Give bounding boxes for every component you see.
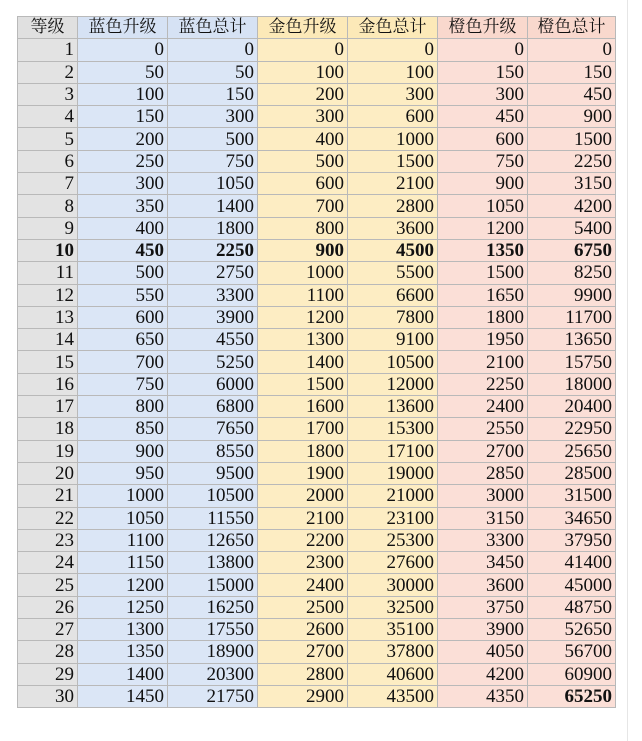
cell-blue-upgrade[interactable]: 300 [78, 173, 168, 195]
cell-orange-total[interactable]: 0 [528, 39, 616, 61]
cell-blue-total[interactable]: 15000 [168, 574, 258, 596]
cell-level[interactable]: 15 [18, 351, 78, 373]
cell-blue-upgrade[interactable]: 1400 [78, 663, 168, 685]
cell-gold-upgrade[interactable]: 500 [258, 150, 348, 172]
cell-orange-upgrade[interactable]: 750 [438, 150, 528, 172]
cell-gold-total[interactable]: 40600 [348, 663, 438, 685]
cell-level[interactable]: 1 [18, 39, 78, 61]
cell-orange-upgrade[interactable]: 2100 [438, 351, 528, 373]
cell-orange-upgrade[interactable]: 4350 [438, 685, 528, 707]
cell-level[interactable]: 12 [18, 284, 78, 306]
cell-orange-upgrade[interactable]: 3000 [438, 485, 528, 507]
cell-orange-upgrade[interactable]: 2550 [438, 418, 528, 440]
cell-blue-total[interactable]: 21750 [168, 685, 258, 707]
cell-orange-total[interactable]: 900 [528, 106, 616, 128]
cell-orange-total[interactable]: 15750 [528, 351, 616, 373]
cell-blue-total[interactable]: 1800 [168, 217, 258, 239]
cell-gold-total[interactable]: 23100 [348, 507, 438, 529]
cell-gold-total[interactable]: 43500 [348, 685, 438, 707]
cell-level[interactable]: 18 [18, 418, 78, 440]
cell-blue-upgrade[interactable]: 50 [78, 61, 168, 83]
cell-gold-upgrade[interactable]: 2300 [258, 552, 348, 574]
cell-gold-total[interactable]: 19000 [348, 462, 438, 484]
cell-gold-total[interactable]: 1000 [348, 128, 438, 150]
cell-level[interactable]: 3 [18, 83, 78, 105]
cell-orange-total[interactable]: 31500 [528, 485, 616, 507]
cell-level[interactable]: 27 [18, 619, 78, 641]
cell-blue-upgrade[interactable]: 1000 [78, 485, 168, 507]
header-orange-upgrade[interactable]: 橙色升级 [438, 17, 528, 39]
cell-orange-upgrade[interactable]: 450 [438, 106, 528, 128]
table-row [18, 284, 616, 306]
cell-gold-upgrade[interactable]: 900 [258, 239, 348, 261]
cell-blue-total[interactable]: 8550 [168, 440, 258, 462]
cell-gold-upgrade[interactable]: 2500 [258, 596, 348, 618]
cell-gold-upgrade[interactable]: 2800 [258, 663, 348, 685]
cell-orange-upgrade[interactable]: 600 [438, 128, 528, 150]
cell-gold-upgrade[interactable]: 1200 [258, 306, 348, 328]
cell-blue-total[interactable]: 4550 [168, 329, 258, 351]
table-row [18, 83, 616, 105]
cell-gold-total[interactable]: 3600 [348, 217, 438, 239]
cell-level[interactable]: 22 [18, 507, 78, 529]
cell-blue-upgrade[interactable]: 400 [78, 217, 168, 239]
cell-blue-total[interactable]: 7650 [168, 418, 258, 440]
table-row [18, 396, 616, 418]
cell-orange-upgrade[interactable]: 300 [438, 83, 528, 105]
cell-blue-total[interactable]: 300 [168, 106, 258, 128]
cell-gold-upgrade[interactable]: 300 [258, 106, 348, 128]
table-row [18, 306, 616, 328]
cell-blue-total[interactable]: 18900 [168, 641, 258, 663]
cell-gold-upgrade[interactable]: 1800 [258, 440, 348, 462]
cell-gold-upgrade[interactable]: 2900 [258, 685, 348, 707]
cell-level[interactable]: 16 [18, 373, 78, 395]
cell-blue-upgrade[interactable]: 500 [78, 262, 168, 284]
cell-level[interactable]: 29 [18, 663, 78, 685]
cell-orange-total[interactable]: 56700 [528, 641, 616, 663]
cell-blue-upgrade[interactable]: 250 [78, 150, 168, 172]
cell-blue-total[interactable]: 50 [168, 61, 258, 83]
cell-gold-total[interactable]: 32500 [348, 596, 438, 618]
cell-level[interactable]: 7 [18, 173, 78, 195]
cell-orange-upgrade[interactable]: 3150 [438, 507, 528, 529]
cell-gold-total[interactable]: 9100 [348, 329, 438, 351]
cell-orange-upgrade[interactable]: 150 [438, 61, 528, 83]
cell-blue-total[interactable]: 2750 [168, 262, 258, 284]
cell-blue-total[interactable]: 3900 [168, 306, 258, 328]
cell-blue-total[interactable]: 750 [168, 150, 258, 172]
table-row [18, 128, 616, 150]
cell-blue-upgrade[interactable]: 900 [78, 440, 168, 462]
cell-orange-total[interactable]: 41400 [528, 552, 616, 574]
cell-orange-upgrade[interactable]: 3600 [438, 574, 528, 596]
cell-blue-upgrade[interactable]: 800 [78, 396, 168, 418]
cell-blue-total[interactable]: 6800 [168, 396, 258, 418]
cell-orange-total[interactable]: 6750 [528, 239, 616, 261]
cell-orange-total[interactable]: 60900 [528, 663, 616, 685]
cell-level[interactable]: 21 [18, 485, 78, 507]
header-blue-total[interactable]: 蓝色总计 [168, 17, 258, 39]
header-blue-upgrade[interactable]: 蓝色升级 [78, 17, 168, 39]
table-row [18, 485, 616, 507]
cell-orange-upgrade[interactable]: 3300 [438, 529, 528, 551]
cell-gold-upgrade[interactable]: 2200 [258, 529, 348, 551]
cell-orange-total[interactable]: 20400 [528, 396, 616, 418]
cell-gold-total[interactable]: 35100 [348, 619, 438, 641]
table-row [18, 685, 616, 707]
cell-level[interactable]: 25 [18, 574, 78, 596]
cell-gold-upgrade[interactable]: 1900 [258, 462, 348, 484]
cell-blue-upgrade[interactable]: 950 [78, 462, 168, 484]
cell-orange-upgrade[interactable]: 3900 [438, 619, 528, 641]
cell-gold-total[interactable]: 600 [348, 106, 438, 128]
cell-level[interactable]: 14 [18, 329, 78, 351]
cell-gold-total[interactable]: 2800 [348, 195, 438, 217]
cell-gold-total[interactable]: 17100 [348, 440, 438, 462]
cell-orange-total[interactable]: 4200 [528, 195, 616, 217]
header-level[interactable]: 等级 [18, 17, 78, 39]
cell-gold-total[interactable]: 7800 [348, 306, 438, 328]
cell-level[interactable]: 19 [18, 440, 78, 462]
cell-orange-upgrade[interactable]: 1350 [438, 239, 528, 261]
table-row [18, 462, 616, 484]
cell-gold-total[interactable]: 2100 [348, 173, 438, 195]
cell-gold-total[interactable]: 21000 [348, 485, 438, 507]
cell-orange-total[interactable]: 37950 [528, 529, 616, 551]
cell-orange-upgrade[interactable]: 900 [438, 173, 528, 195]
cell-gold-upgrade[interactable]: 2600 [258, 619, 348, 641]
cell-gold-total[interactable]: 4500 [348, 239, 438, 261]
header-gold-total[interactable]: 金色总计 [348, 17, 438, 39]
cell-orange-total[interactable]: 18000 [528, 373, 616, 395]
cell-blue-upgrade[interactable]: 750 [78, 373, 168, 395]
cell-blue-upgrade[interactable]: 1300 [78, 619, 168, 641]
cell-orange-upgrade[interactable]: 2700 [438, 440, 528, 462]
cell-orange-total[interactable]: 34650 [528, 507, 616, 529]
cell-level[interactable]: 13 [18, 306, 78, 328]
cell-level[interactable]: 24 [18, 552, 78, 574]
table-row [18, 329, 616, 351]
cell-blue-upgrade[interactable]: 1200 [78, 574, 168, 596]
cell-blue-upgrade[interactable]: 100 [78, 83, 168, 105]
cell-gold-total[interactable]: 0 [348, 39, 438, 61]
table-row [18, 440, 616, 462]
cell-blue-upgrade[interactable]: 1050 [78, 507, 168, 529]
table-row [18, 619, 616, 641]
cell-gold-upgrade[interactable]: 700 [258, 195, 348, 217]
cell-orange-total[interactable]: 5400 [528, 217, 616, 239]
cell-orange-total[interactable]: 8250 [528, 262, 616, 284]
cell-gold-total[interactable]: 12000 [348, 373, 438, 395]
cell-gold-upgrade[interactable]: 1600 [258, 396, 348, 418]
cell-gold-upgrade[interactable]: 0 [258, 39, 348, 61]
cell-level[interactable]: 2 [18, 61, 78, 83]
upgrade-cost-table [17, 16, 616, 708]
cell-blue-upgrade[interactable]: 1150 [78, 552, 168, 574]
cell-gold-total[interactable]: 25300 [348, 529, 438, 551]
cell-blue-total[interactable]: 1050 [168, 173, 258, 195]
cell-gold-total[interactable]: 15300 [348, 418, 438, 440]
cell-blue-upgrade[interactable]: 1350 [78, 641, 168, 663]
table-row [18, 239, 616, 261]
cell-level[interactable]: 9 [18, 217, 78, 239]
cell-blue-total[interactable]: 500 [168, 128, 258, 150]
cell-gold-upgrade[interactable]: 2000 [258, 485, 348, 507]
cell-level[interactable]: 30 [18, 685, 78, 707]
cell-orange-upgrade[interactable]: 4050 [438, 641, 528, 663]
cell-blue-upgrade[interactable]: 550 [78, 284, 168, 306]
table-row [18, 596, 616, 618]
table-row [18, 262, 616, 284]
cell-blue-total[interactable]: 16250 [168, 596, 258, 618]
cell-blue-upgrade[interactable]: 450 [78, 239, 168, 261]
cell-orange-total[interactable]: 28500 [528, 462, 616, 484]
cell-blue-total[interactable]: 1400 [168, 195, 258, 217]
cell-gold-total[interactable]: 13600 [348, 396, 438, 418]
cell-blue-total[interactable]: 9500 [168, 462, 258, 484]
cell-level[interactable]: 23 [18, 529, 78, 551]
cell-orange-total[interactable]: 48750 [528, 596, 616, 618]
cell-gold-total[interactable]: 100 [348, 61, 438, 83]
cell-gold-total[interactable]: 6600 [348, 284, 438, 306]
cell-orange-total[interactable]: 52650 [528, 619, 616, 641]
cell-blue-total[interactable]: 3300 [168, 284, 258, 306]
cell-gold-upgrade[interactable]: 800 [258, 217, 348, 239]
cell-blue-upgrade[interactable]: 0 [78, 39, 168, 61]
cell-gold-upgrade[interactable]: 2100 [258, 507, 348, 529]
cell-blue-upgrade[interactable]: 850 [78, 418, 168, 440]
cell-gold-total[interactable]: 300 [348, 83, 438, 105]
cell-level[interactable]: 28 [18, 641, 78, 663]
cell-gold-total[interactable]: 1500 [348, 150, 438, 172]
header-orange-total[interactable]: 橙色总计 [528, 17, 616, 39]
cell-level[interactable]: 8 [18, 195, 78, 217]
cell-gold-upgrade[interactable]: 400 [258, 128, 348, 150]
cell-orange-total[interactable]: 25650 [528, 440, 616, 462]
cell-orange-total[interactable]: 11700 [528, 306, 616, 328]
cell-blue-total[interactable]: 17550 [168, 619, 258, 641]
cell-gold-total[interactable]: 30000 [348, 574, 438, 596]
cell-blue-total[interactable]: 11550 [168, 507, 258, 529]
cell-level[interactable]: 17 [18, 396, 78, 418]
cell-orange-total[interactable]: 45000 [528, 574, 616, 596]
cell-gold-upgrade[interactable]: 100 [258, 61, 348, 83]
cell-blue-total[interactable]: 2250 [168, 239, 258, 261]
cell-orange-total[interactable]: 13650 [528, 329, 616, 351]
cell-blue-total[interactable]: 20300 [168, 663, 258, 685]
cell-blue-upgrade[interactable]: 600 [78, 306, 168, 328]
cell-orange-upgrade[interactable]: 1200 [438, 217, 528, 239]
cell-orange-total[interactable]: 65250 [528, 685, 616, 707]
table-row [18, 552, 616, 574]
cell-blue-upgrade[interactable]: 650 [78, 329, 168, 351]
cell-orange-upgrade[interactable]: 2850 [438, 462, 528, 484]
cell-gold-upgrade[interactable]: 1100 [258, 284, 348, 306]
cell-level[interactable]: 20 [18, 462, 78, 484]
cell-blue-upgrade[interactable]: 700 [78, 351, 168, 373]
header-row [18, 17, 616, 39]
cell-level[interactable]: 26 [18, 596, 78, 618]
table-row [18, 106, 616, 128]
cell-blue-upgrade[interactable]: 350 [78, 195, 168, 217]
table-row [18, 641, 616, 663]
cell-blue-total[interactable]: 12650 [168, 529, 258, 551]
cell-gold-upgrade[interactable]: 600 [258, 173, 348, 195]
table-row [18, 173, 616, 195]
cell-gold-upgrade[interactable]: 1000 [258, 262, 348, 284]
cell-gold-upgrade[interactable]: 1300 [258, 329, 348, 351]
cell-blue-total[interactable]: 10500 [168, 485, 258, 507]
cell-orange-upgrade[interactable]: 1950 [438, 329, 528, 351]
cell-orange-upgrade[interactable]: 4200 [438, 663, 528, 685]
cell-orange-upgrade[interactable]: 1500 [438, 262, 528, 284]
cell-orange-upgrade[interactable]: 2400 [438, 396, 528, 418]
cell-gold-total[interactable]: 5500 [348, 262, 438, 284]
cell-orange-upgrade[interactable]: 1800 [438, 306, 528, 328]
cell-level[interactable]: 6 [18, 150, 78, 172]
cell-orange-upgrade[interactable]: 2250 [438, 373, 528, 395]
table-row [18, 574, 616, 596]
cell-orange-total[interactable]: 9900 [528, 284, 616, 306]
table-row [18, 351, 616, 373]
sheet-gridline [627, 0, 628, 741]
cell-gold-upgrade[interactable]: 2700 [258, 641, 348, 663]
cell-blue-total[interactable]: 0 [168, 39, 258, 61]
cell-blue-upgrade[interactable]: 150 [78, 106, 168, 128]
cell-orange-total[interactable]: 3150 [528, 173, 616, 195]
cell-gold-total[interactable]: 10500 [348, 351, 438, 373]
cell-level[interactable]: 5 [18, 128, 78, 150]
table-row [18, 195, 616, 217]
cell-orange-upgrade[interactable]: 3750 [438, 596, 528, 618]
cell-gold-total[interactable]: 37800 [348, 641, 438, 663]
table-row [18, 373, 616, 395]
cell-orange-total[interactable]: 150 [528, 61, 616, 83]
cell-blue-upgrade[interactable]: 1450 [78, 685, 168, 707]
cell-orange-total[interactable]: 1500 [528, 128, 616, 150]
cell-orange-upgrade[interactable]: 1050 [438, 195, 528, 217]
cell-gold-upgrade[interactable]: 200 [258, 83, 348, 105]
cell-gold-upgrade[interactable]: 2400 [258, 574, 348, 596]
cell-orange-upgrade[interactable]: 1650 [438, 284, 528, 306]
cell-blue-total[interactable]: 5250 [168, 351, 258, 373]
table-row [18, 529, 616, 551]
table-body [18, 39, 616, 708]
cell-blue-total[interactable]: 6000 [168, 373, 258, 395]
header-gold-upgrade[interactable]: 金色升级 [258, 17, 348, 39]
cell-level[interactable]: 11 [18, 262, 78, 284]
table-row [18, 663, 616, 685]
cell-gold-upgrade[interactable]: 1700 [258, 418, 348, 440]
table-row [18, 217, 616, 239]
cell-orange-upgrade[interactable]: 0 [438, 39, 528, 61]
cell-gold-total[interactable]: 27600 [348, 552, 438, 574]
table-row [18, 61, 616, 83]
cell-blue-upgrade[interactable]: 1250 [78, 596, 168, 618]
cell-blue-upgrade[interactable]: 1100 [78, 529, 168, 551]
table-row [18, 150, 616, 172]
cell-orange-upgrade[interactable]: 3450 [438, 552, 528, 574]
cell-orange-total[interactable]: 450 [528, 83, 616, 105]
cell-blue-total[interactable]: 13800 [168, 552, 258, 574]
cell-gold-upgrade[interactable]: 1400 [258, 351, 348, 373]
table-row [18, 39, 616, 61]
cell-level[interactable]: 10 [18, 239, 78, 261]
cell-blue-upgrade[interactable]: 200 [78, 128, 168, 150]
table-row [18, 418, 616, 440]
cell-blue-total[interactable]: 150 [168, 83, 258, 105]
cell-orange-total[interactable]: 2250 [528, 150, 616, 172]
cell-gold-upgrade[interactable]: 1500 [258, 373, 348, 395]
cell-level[interactable]: 4 [18, 106, 78, 128]
table-row [18, 507, 616, 529]
cell-orange-total[interactable]: 22950 [528, 418, 616, 440]
